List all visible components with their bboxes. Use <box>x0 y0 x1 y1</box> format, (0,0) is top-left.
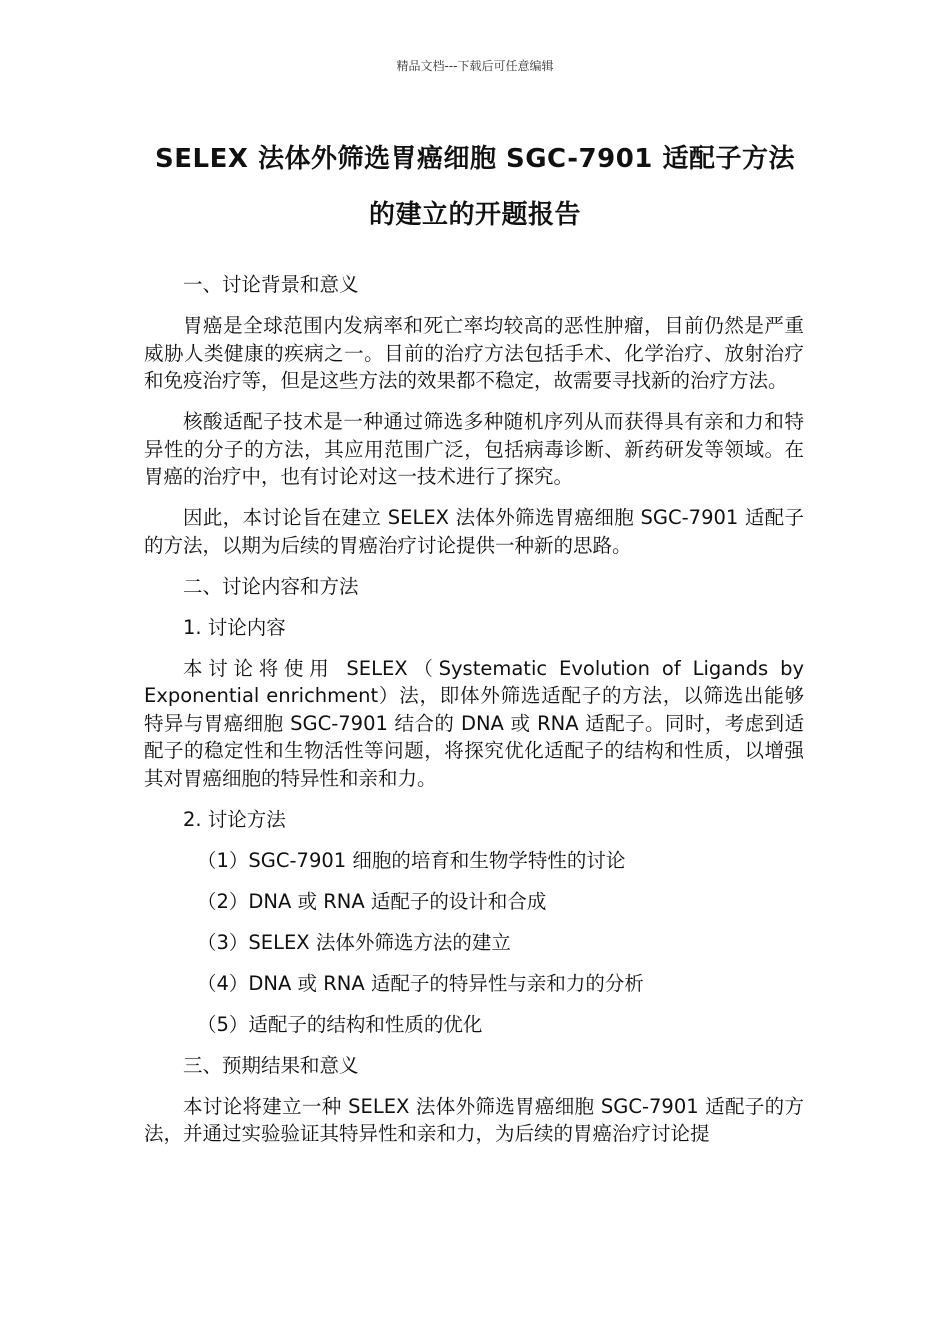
header-note: 精品文档---下载后可任意编辑 <box>396 59 554 73</box>
section-1-paragraph-1: 胃癌是全球范围内发病率和死亡率均较高的恶性肿瘤，目前仍然是严重威胁人类健康的疾病之一。目前的治疗方法包括手术、化学治疗、放射治疗和免疫治疗等，但是这些方法的效果都不稳定，故需要寻找新的治疗方法。 <box>144 314 804 392</box>
section-2-heading: 二、讨论内容和方法 <box>183 574 359 598</box>
method-item: （4）DNA 或 RNA 适配子的特异性与亲和力的分析 <box>197 971 644 995</box>
section-1-paragraph-3: 因此，本讨论旨在建立 SELEX 法体外筛选胃癌细胞 SGC-7901 适配子的方法，以期为后续的胃癌治疗讨论提供一种新的思路。 <box>144 506 804 557</box>
method-item: （5）适配子的结构和性质的优化 <box>197 1012 483 1036</box>
method-item: （3）SELEX 法体外筛选方法的建立 <box>197 930 511 954</box>
section-1-paragraph-2: 核酸适配子技术是一种通过筛选多种随机序列从而获得具有亲和力和特异性的分子的方法，其应用范围广泛，包括病毒诊断、新药研发等领域。在胃癌的治疗中，也有讨论对这一技术进行了探究。 <box>144 410 804 488</box>
section-2-subheading-1: 1. 讨论内容 <box>183 615 286 639</box>
section-2-paragraph-1: 本讨论将使用 SELEX（Systematic Evolution of Ligands by Exponential enrichment）法，即体外筛选适配子的方法，以筛选出能够特异与胃癌细胞 SGC-7901 结合的 DNA 或 RNA 适配子。同时，考虑到适配子的稳定性和生物活性等问题，将探究优化适配子的结构和性质，以增强其对胃癌细胞的特异性和亲和力。 <box>144 656 804 790</box>
document-body <box>144 271 804 1161</box>
document-title-line-1: SELEX 法体外筛选胃癌细胞 SGC-7901 适配子方法 <box>155 144 795 174</box>
section-3-paragraph-1: 本讨论将建立一种 SELEX 法体外筛选胃癌细胞 SGC-7901 适配子的方法，并通过实验验证其特异性和亲和力，为后续的胃癌治疗讨论提 <box>144 1094 804 1145</box>
section-3-heading: 三、预期结果和意义 <box>183 1053 359 1077</box>
document-title-line-2: 的建立的开题报告 <box>368 200 581 230</box>
method-item: （2）DNA 或 RNA 适配子的设计和合成 <box>197 889 547 913</box>
section-2-subheading-2: 2. 讨论方法 <box>183 807 286 831</box>
section-1-heading: 一、讨论背景和意义 <box>183 273 359 296</box>
method-item: （1）SGC-7901 细胞的培育和生物学特性的讨论 <box>197 848 626 872</box>
